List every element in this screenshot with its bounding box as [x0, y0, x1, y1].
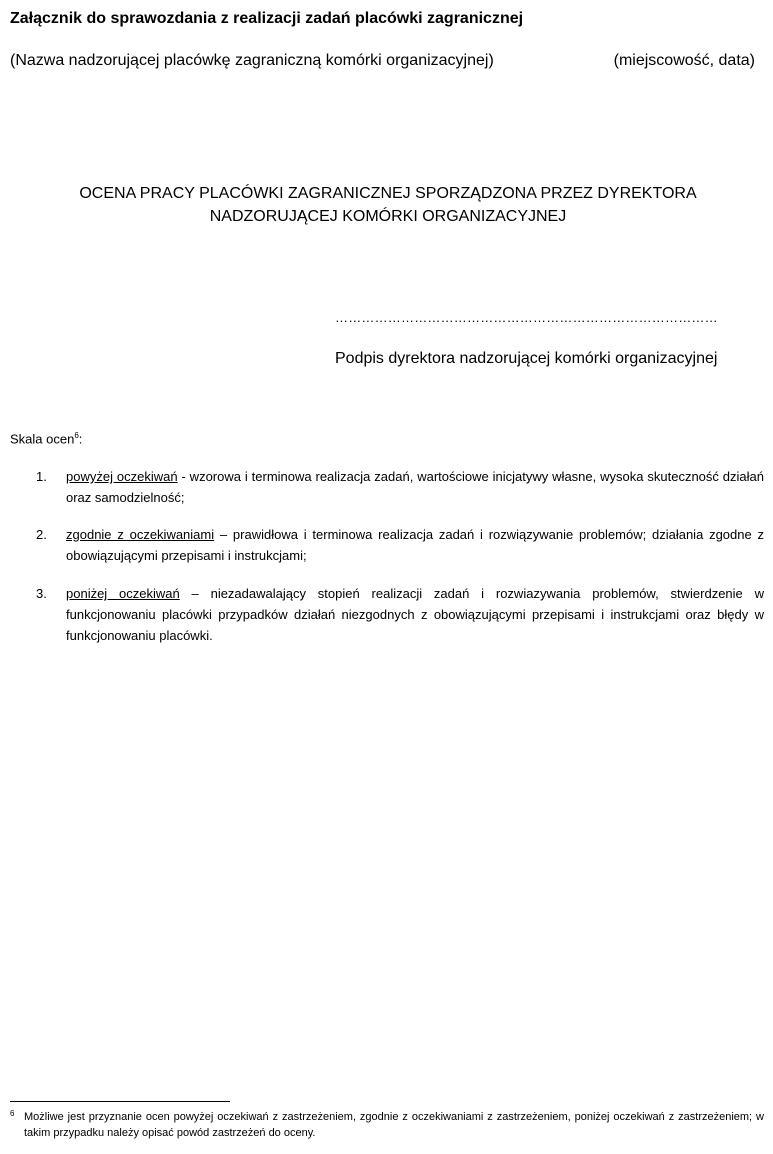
footnote-reference: 6: [74, 431, 79, 440]
scale-item-text: [66, 583, 764, 646]
scale-heading: [10, 431, 82, 446]
scale-item: [36, 466, 764, 508]
scale-item-description: - wzorowa i terminowa realizacja zadań, wartościowe inicjatywy własne, wysoka skuteczność działań oraz samodzielność;: [66, 469, 764, 505]
footnote-mark: 6: [10, 1109, 15, 1118]
document-title: OCENA PRACY PLACÓWKI ZAGRANICZNEJ SPORZĄDZONA PRZEZ DYREKTORA NADZORUJĄCEJ KOMÓRKI ORGANIZACYJNEJ: [79, 185, 697, 225]
document-heading: Załącznik do sprawozdania z realizacji zadań placówki zagranicznej: [10, 10, 524, 27]
scale-item-term: powyżej oczekiwań: [66, 469, 178, 484]
org-name-placeholder: (Nazwa nadzorującej placówkę zagraniczną komórki organizacyjnej): [10, 52, 494, 69]
scale-heading-text: Skala ocen: [10, 431, 75, 447]
scale-item-description: – niezadawalający stopień realizacji zadań i rozwiazywania problemów, stwierdzenie w funkcjonowaniu placówki przypadków działań niezgodnych z obowiązującymi przepisami i instrukcjami oraz błędy w funkcjonowaniu placówki.: [66, 586, 764, 643]
footnote: [10, 1109, 764, 1141]
scale-item: [36, 524, 764, 566]
scale-item-number: 1.: [36, 469, 47, 484]
signature-label: Podpis dyrektora nadzorującej komórki organizacyjnej: [335, 350, 718, 367]
scale-item-description: – prawidłowa i terminowa realizacja zadań i rozwiązywanie problemów; działania zgodne z obowiązującymi przepisami i instrukcjami;: [66, 527, 765, 563]
scale-heading-colon: :: [78, 431, 83, 447]
scale-item-term: zgodnie z oczekiwaniami: [66, 527, 215, 542]
scale-item-term: poniżej oczekiwań: [66, 586, 180, 601]
footnote-text: Możliwe jest przyznanie ocen powyżej oczekiwań z zastrzeżeniem, zgodnie z oczekiwaniami z zastrzeżeniem, poniżej oczekiwań z zastrzeżeniem; w takim przypadku należy opisać powód zastrzeżeń do oceny.: [24, 1111, 764, 1139]
scale-item-text: [66, 524, 764, 566]
signature-line: ……………………………………………………………………………: [335, 310, 718, 325]
scale-item-number: 2.: [36, 527, 47, 542]
scale-item: [36, 583, 764, 646]
scale-item-number: 3.: [36, 586, 47, 601]
scale-item-text: [66, 466, 764, 508]
footnote-divider: [10, 1101, 230, 1102]
place-date-placeholder: (miejscowość, data): [613, 52, 755, 69]
